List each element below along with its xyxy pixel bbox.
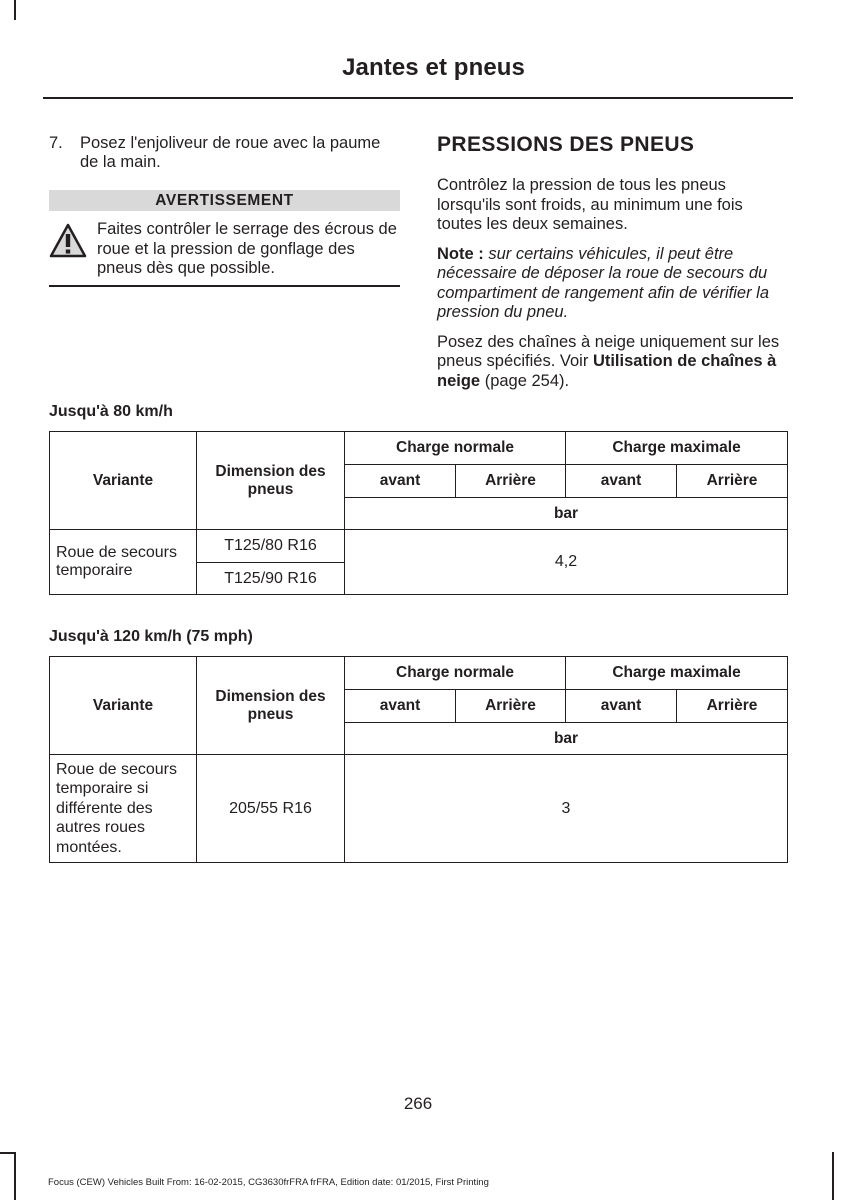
header-variant: Variante <box>50 657 197 755</box>
crop-mark <box>14 1152 16 1200</box>
footer-text: Focus (CEW) Vehicles Built From: 16-02-2015, CG3630frFRA frFRA, Edition date: 01/2015, First Printing <box>48 1177 489 1188</box>
header-unit: bar <box>345 498 788 530</box>
header-normal-load: Charge normale <box>345 657 566 690</box>
crop-mark <box>14 0 16 20</box>
cell-dimension: T125/90 R16 <box>197 563 345 595</box>
header-unit: bar <box>345 723 788 755</box>
paragraph <box>437 333 792 392</box>
header-front: avant <box>566 465 677 498</box>
cell-variant: Roue de secours temporaire <box>50 530 197 595</box>
table-title: Jusqu'à 120 km/h (75 mph) <box>49 628 253 645</box>
note <box>437 245 792 323</box>
warning-text: Faites contrôler le serrage des écrous de roue et la pression de gonflage des pneus dès que possible. <box>97 220 397 277</box>
cross-reference-link[interactable]: Utilisation de chaînes à neige <box>437 352 777 390</box>
cell-variant: Roue de secours temporaire si différente des autres roues montées. <box>50 755 197 863</box>
left-column <box>49 134 400 287</box>
header-max-load: Charge maximale <box>566 657 788 690</box>
pressure-table <box>49 431 788 595</box>
header-rear: Arrière <box>677 690 788 723</box>
header-front: avant <box>345 690 456 723</box>
header-rear: Arrière <box>677 465 788 498</box>
header-front: avant <box>345 465 456 498</box>
pressure-table <box>49 656 788 863</box>
header-normal-load: Charge normale <box>345 432 566 465</box>
header-variant: Variante <box>50 432 197 530</box>
step-text: Posez l'enjoliveur de roue avec la paume de la main. <box>80 134 381 171</box>
cell-dimension: 205/55 R16 <box>197 755 345 863</box>
warning-heading: AVERTISSEMENT <box>49 190 400 211</box>
header-front: avant <box>566 690 677 723</box>
note-text: sur certains véhicules, il peut être nécessaire de déposer la roue de secours du compartiment de rangement afin de vérifier la pression du pneu. <box>437 244 769 321</box>
page-reference: (page 254). <box>484 371 570 390</box>
title-divider <box>43 97 793 99</box>
paragraph: Contrôlez la pression de tous les pneus lorsqu'ils sont froids, au minimum une fois toutes les deux semaines. <box>437 176 743 233</box>
step-item <box>49 134 400 172</box>
cell-pressure: 4,2 <box>345 530 788 595</box>
warning-box <box>49 220 400 285</box>
header-rear: Arrière <box>456 690 566 723</box>
header-rear: Arrière <box>456 465 566 498</box>
crop-mark <box>0 1152 14 1154</box>
cell-pressure: 3 <box>345 755 788 863</box>
right-column <box>437 130 792 391</box>
header-dimension: Dimension des pneus <box>197 657 345 755</box>
header-dimension: Dimension des pneus <box>197 432 345 530</box>
step-number: 7. <box>49 134 63 152</box>
header-max-load: Charge maximale <box>566 432 788 465</box>
warning-divider <box>49 285 400 287</box>
table-title: Jusqu'à 80 km/h <box>49 403 173 420</box>
note-label: Note : <box>437 244 484 263</box>
cell-dimension: T125/80 R16 <box>197 530 345 563</box>
paragraph-text: Posez des chaînes à neige uniquement sur les pneus spécifiés. Voir <box>437 332 780 370</box>
crop-mark <box>832 1152 834 1200</box>
page-title: Jantes et pneus <box>342 54 525 81</box>
page-number: 266 <box>403 1094 433 1113</box>
warning-triangle-icon <box>49 220 97 279</box>
section-heading: PRESSIONS DES PNEUS <box>437 133 695 156</box>
